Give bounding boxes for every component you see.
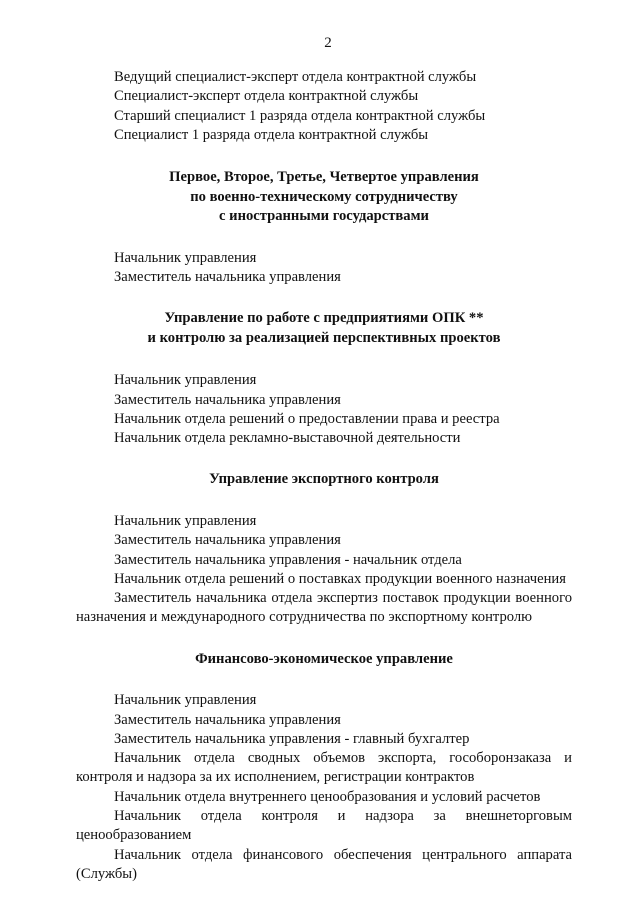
position-line: Начальник отдела решений о предоставлении права и реестра (114, 410, 500, 427)
section-heading (76, 168, 572, 227)
position-line: Заместитель начальника управления (114, 711, 341, 728)
position-line: Начальник отдела внутреннего ценообразования и условий расчетов (114, 788, 541, 805)
section-export-control (76, 470, 572, 627)
position-line: Начальник отдела рекламно-выставочной деятельности (114, 430, 461, 447)
position-line: Заместитель начальника управления (114, 532, 341, 549)
position-line: Старший специалист 1 разряда отдела контрактной службы (114, 107, 486, 124)
heading-line: Первое, Второе, Третье, Четвертое управления (169, 169, 479, 186)
position-line: Начальник управления (114, 512, 257, 529)
heading-line: Управление по работе с предприятиями ОПК ** (164, 310, 484, 327)
section-finance (76, 650, 572, 884)
page-number: 2 (324, 35, 332, 51)
section-heading (76, 470, 572, 490)
heading-line: Финансово-экономическое управление (195, 650, 453, 667)
section-opk-department (76, 309, 572, 448)
intro-positions-list (76, 68, 572, 145)
position-paragraph: Начальник отдела решений о поставках продукции военного назначения (114, 570, 566, 587)
position-line: Заместитель начальника управления - начальник отдела (114, 551, 462, 568)
position-line: Специалист 1 разряда отдела контрактной службы (114, 126, 429, 143)
heading-line: с иностранными государствами (219, 208, 429, 225)
position-paragraph: Начальник отдела контроля и надзора за внешнеторговым ценообразованием (76, 808, 572, 844)
position-line: Ведущий специалист-эксперт отдела контрактной службы (114, 69, 477, 85)
heading-line: по военно-техническому сотрудничеству (190, 188, 458, 205)
position-line: Специалист-эксперт отдела контрактной службы (114, 88, 419, 105)
section-vts-departments (76, 168, 572, 287)
position-paragraph: Заместитель начальника отдела экспертиз поставок продукции военного назначения и международного сотрудничества по экспортному контролю (76, 590, 572, 626)
position-paragraph: Начальник отдела сводных объемов экспорта, гособоронзаказа и контроля и надзора за их исполнением, регистрации контрактов (76, 750, 572, 786)
section-heading (76, 650, 572, 670)
heading-line: Управление экспортного контроля (209, 471, 439, 488)
position-line: Начальник управления (114, 249, 257, 266)
position-line: Начальник управления (114, 692, 257, 709)
heading-line: и контролю за реализацией перспективных проектов (147, 329, 501, 346)
position-line: Заместитель начальника управления - главный бухгалтер (114, 730, 470, 747)
section-heading (76, 309, 572, 348)
position-line: Заместитель начальника управления (114, 268, 341, 285)
position-paragraph: Начальник отдела финансового обеспечения центрального аппарата (Службы) (76, 846, 572, 882)
position-line: Начальник управления (114, 372, 257, 389)
position-line: Заместитель начальника управления (114, 391, 341, 408)
